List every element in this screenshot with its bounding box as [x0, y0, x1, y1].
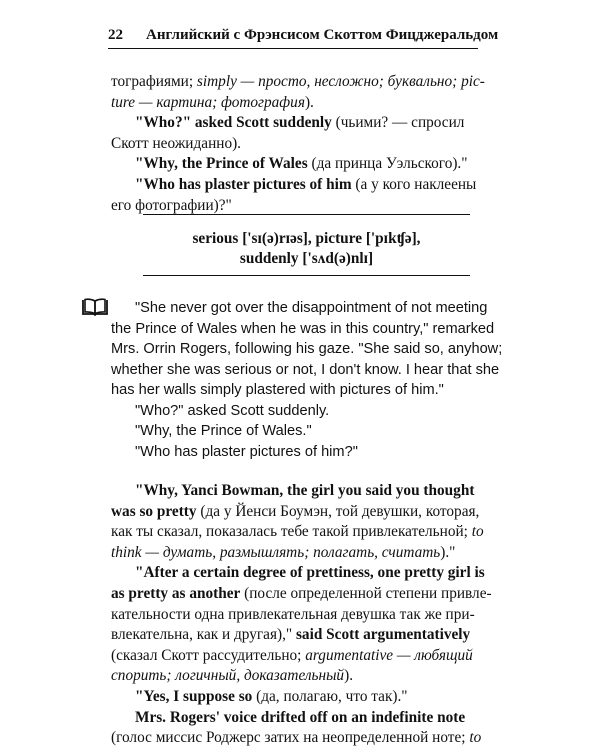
text-line — [111, 728, 496, 749]
text-line: the Prince of Wales when he was in this country," remarked — [111, 320, 495, 337]
text-run: (да, полагаю, что так)." — [252, 687, 408, 705]
text-line — [111, 93, 496, 114]
phrase-bold: said Scott argumentatively — [295, 626, 471, 644]
commentary-block-1 — [111, 72, 496, 216]
header-rule — [108, 48, 478, 49]
text-line — [111, 543, 496, 564]
original-english-passage — [111, 298, 501, 462]
running-title: Английский с Фрэнсисом Скоттом Фицджеральдом — [146, 27, 499, 43]
text-line — [111, 522, 496, 543]
text-run: тографиями; — [111, 73, 197, 90]
text-run: как ты сказал, показалась тебе такой привлекательной; — [111, 523, 472, 541]
text-run: (сказал Скотт рассудительно; — [111, 646, 306, 664]
phrase-bold: "Yes, I suppose so — [135, 687, 253, 705]
divider-rule-top — [143, 214, 470, 215]
text-line — [111, 154, 496, 175]
text-run: )." — [440, 543, 456, 561]
pronunciation-line: suddenly ['sʌd(ə)nlɪ] — [239, 250, 374, 267]
gloss-italic: спорить; логичный, доказательный — [111, 667, 345, 685]
text-line — [111, 72, 496, 93]
text-line — [111, 584, 496, 605]
gloss-italic: think — думать, размышлять; полагать, считать — [111, 543, 441, 561]
text-line — [111, 687, 496, 708]
text-line: "Who has plaster pictures of him?" — [135, 443, 358, 460]
text-run: (чьими? — спросил — [331, 114, 465, 132]
running-header — [108, 26, 499, 44]
text-run: (да у Йенси Боумэн, той девушки, которая, — [196, 502, 480, 520]
text-run: влекательна, как и другая)," — [111, 626, 296, 644]
phrase-bold: "Why, the Prince of Wales — [135, 155, 308, 173]
text-run: ). — [344, 667, 354, 685]
text-line: whether she was serious or not, I don't know. I hear that she — [111, 361, 500, 378]
text-line: его фотографии)?" — [111, 196, 232, 214]
text-line: "Why, Yanci Bowman, the girl you said you thought — [135, 482, 475, 499]
text-line: Скотт неожиданно). — [111, 134, 242, 152]
text-line — [111, 113, 496, 134]
text-line: "After a certain degree of prettiness, one pretty girl is — [135, 564, 485, 582]
phrase-bold: was so pretty — [111, 502, 197, 520]
text-line: "Who?" asked Scott suddenly. — [135, 402, 330, 419]
commentary-block-2 — [111, 481, 496, 749]
gloss-italic: to — [469, 729, 482, 747]
page-number: 22 — [108, 27, 123, 43]
text-line — [111, 646, 496, 667]
text-line — [111, 625, 496, 646]
gloss-italic: argumentative — любящий — [305, 646, 473, 664]
text-line: "She never got over the disappointment of not meeting — [135, 300, 488, 316]
text-run: (после определенной степени привле- — [240, 584, 492, 602]
text-line — [111, 175, 496, 196]
phrase-bold: as pretty as another — [111, 584, 241, 602]
text-line — [111, 502, 496, 523]
pronunciation-line: serious ['sɪ(ə)rɪəs], picture ['pɪkʧə], — [192, 230, 421, 247]
gloss-italic: simply — просто, несложно; буквально; pic- — [196, 73, 485, 90]
text-line: Mrs. Rogers' voice drifted off on an indefinite note — [135, 708, 466, 726]
text-run: ). — [304, 93, 314, 111]
text-line — [111, 666, 496, 687]
text-run: (да принца Уэльского)." — [307, 155, 468, 173]
text-run: (голос миссис Роджерс затих на неопределенной ноте; — [111, 729, 470, 747]
text-line: Mrs. Orrin Rogers, following his gaze. "She said so, anyhow; — [111, 341, 503, 357]
pronunciation-box — [143, 229, 470, 269]
text-line: кательности одна привлекательная девушка так же при- — [111, 605, 475, 623]
divider-rule-bottom — [143, 275, 470, 276]
text-line: "Why, the Prince of Wales." — [135, 423, 312, 439]
phrase-bold: "Who?" asked Scott suddenly — [135, 114, 332, 132]
phrase-bold: "Who has plaster pictures of him — [135, 175, 352, 193]
open-book-icon — [82, 298, 108, 316]
text-line: has her walls simply plastered with pictures of him." — [111, 382, 444, 398]
gloss-italic: to — [471, 523, 484, 541]
text-run: (а у кого наклеены — [351, 175, 477, 193]
gloss-italic: ture — картина; фотография — [111, 93, 305, 111]
